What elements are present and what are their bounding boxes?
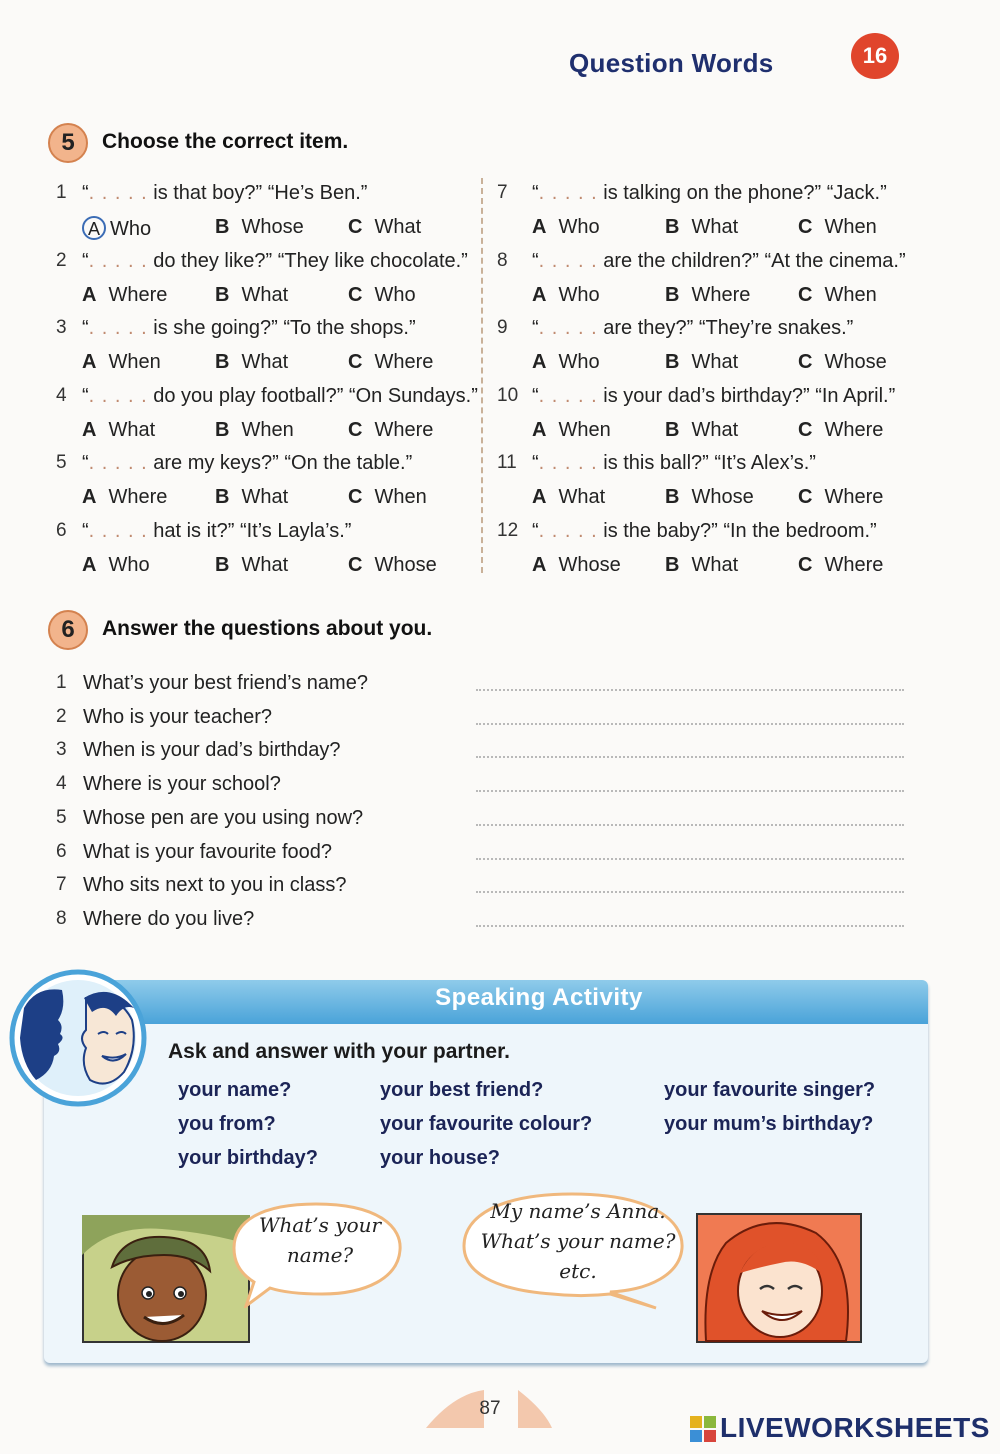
bubble-left-line: What’s your — [258, 1213, 382, 1237]
option-a[interactable] — [532, 284, 600, 307]
option-letter: B — [215, 351, 230, 374]
question-text — [82, 385, 478, 408]
option-letter: B — [215, 418, 230, 441]
page-number: 87 — [479, 1398, 501, 1419]
question-text — [532, 250, 906, 273]
option-letter: C — [348, 351, 363, 374]
option-letter: C — [348, 486, 363, 509]
answer-question-text: Who sits next to you in class? — [83, 874, 347, 897]
option-b[interactable] — [215, 216, 304, 239]
open-quote: “ — [82, 317, 89, 340]
option-letter: C — [798, 486, 813, 509]
answer-blank: . . . . . — [88, 317, 148, 340]
option-word: Whose — [241, 216, 304, 238]
question-body: is that boy?” “He’s Ben.” — [147, 182, 368, 204]
option-letter: B — [665, 554, 680, 576]
answer-line[interactable] — [476, 858, 904, 860]
question-number: 2 — [56, 249, 67, 271]
option-word: Whose — [824, 351, 887, 374]
question-body: is she going?” “To the shops.” — [147, 317, 416, 340]
option-c[interactable] — [348, 351, 433, 374]
answer-blank: . . . . . — [88, 249, 148, 272]
option-a[interactable] — [82, 216, 151, 241]
option-word: Who — [108, 554, 150, 576]
page-title: Question Words — [569, 48, 774, 78]
option-c[interactable] — [798, 486, 883, 509]
question-text — [532, 182, 887, 205]
answer-question-text: When is your dad’s birthday? — [83, 739, 341, 762]
answer-question-text: Where do you live? — [83, 907, 255, 930]
question-body: is your dad’s birthday?” “In April.” — [597, 384, 896, 407]
option-word: When — [108, 351, 161, 374]
question-text — [532, 452, 816, 475]
answer-line[interactable] — [476, 689, 904, 691]
girl-illustration — [696, 1213, 864, 1343]
answer-blank: . . . . . — [538, 520, 598, 542]
answer-blank: . . . . . — [538, 317, 598, 340]
option-word: Where — [824, 486, 884, 509]
option-word: Where — [824, 418, 884, 441]
question-text — [82, 250, 468, 273]
liveworksheets-logo-icon — [690, 1416, 716, 1442]
option-b[interactable] — [215, 419, 294, 442]
speaking-activity-title: Speaking Activity — [435, 984, 643, 1011]
option-word: Who — [558, 216, 600, 238]
selected-option-circle: A — [82, 216, 106, 240]
bubble-right-text — [470, 1196, 686, 1286]
option-letter: B — [665, 216, 680, 238]
option-b[interactable] — [665, 486, 754, 509]
option-b[interactable] — [215, 284, 288, 307]
option-letter: C — [348, 216, 363, 238]
question-text — [82, 182, 367, 205]
question-number: 6 — [56, 520, 67, 541]
speaking-prompt: your favourite colour? — [380, 1113, 593, 1135]
question-number: 12 — [497, 520, 519, 541]
option-c[interactable] — [798, 419, 883, 442]
answer-blank: . . . . . — [88, 520, 148, 542]
exercise-5-title: Choose the correct item. — [102, 130, 349, 153]
question-body: do you play football?” “On Sundays.” — [147, 384, 478, 407]
question-number: 4 — [56, 384, 67, 406]
option-word: What — [558, 486, 606, 509]
option-word: What — [691, 418, 739, 441]
option-letter: B — [215, 216, 230, 238]
answer-question-number: 6 — [56, 840, 67, 862]
answer-question-text: What’s your best friend’s name? — [83, 672, 368, 694]
option-word: When — [374, 486, 427, 509]
option-word: Who — [374, 283, 416, 306]
question-text — [532, 317, 853, 340]
option-letter: A — [532, 283, 547, 306]
question-body: is this ball?” “It’s Alex’s.” — [597, 452, 816, 475]
option-a[interactable] — [82, 486, 167, 509]
option-word: Where — [691, 283, 751, 306]
option-letter: C — [798, 554, 813, 576]
option-letter: B — [215, 554, 230, 576]
answer-blank: . . . . . — [88, 384, 148, 407]
open-quote: “ — [532, 182, 539, 204]
answer-line[interactable] — [476, 756, 904, 758]
option-word: What — [241, 486, 289, 509]
question-body: are the children?” “At the cinema.” — [597, 249, 906, 272]
option-letter: A — [82, 486, 97, 509]
option-a[interactable] — [82, 554, 150, 577]
answer-line[interactable] — [476, 891, 904, 893]
option-word: What — [241, 351, 289, 374]
option-word: What — [691, 554, 739, 576]
open-quote: “ — [532, 384, 539, 407]
answer-line[interactable] — [476, 824, 904, 826]
option-word: What — [241, 283, 289, 306]
question-number: 10 — [497, 384, 519, 406]
option-letter: A — [82, 418, 97, 441]
option-a[interactable] — [532, 554, 621, 577]
speaking-prompt: your house? — [380, 1147, 501, 1169]
option-c[interactable] — [798, 284, 877, 307]
option-letter: B — [215, 486, 230, 509]
option-c[interactable] — [348, 419, 433, 442]
option-letter: C — [348, 283, 363, 306]
speaking-prompt: your name? — [178, 1079, 292, 1101]
option-a[interactable] — [532, 419, 611, 442]
option-word: Who — [558, 283, 600, 306]
option-word: Where — [108, 283, 168, 306]
speaking-prompt: you from? — [178, 1113, 276, 1135]
option-b[interactable] — [665, 284, 750, 307]
option-letter: C — [798, 283, 813, 306]
question-number: 11 — [497, 452, 517, 474]
option-word: When — [241, 418, 294, 441]
bubble-left-text — [240, 1210, 400, 1270]
answer-blank: . . . . . — [538, 249, 598, 272]
question-text — [532, 385, 895, 408]
question-number: 8 — [497, 249, 508, 271]
option-a[interactable] — [532, 351, 600, 374]
question-number: 3 — [56, 317, 67, 339]
answer-blank: . . . . . — [88, 182, 148, 204]
bubble-left-line: name? — [286, 1243, 354, 1267]
option-word: Whose — [374, 554, 437, 576]
speaking-prompt: your favourite singer? — [664, 1079, 876, 1101]
option-letter: B — [665, 486, 680, 509]
brand-watermark: LIVEWORKSHEETS — [720, 1412, 990, 1443]
option-a[interactable] — [532, 216, 600, 239]
option-c[interactable] — [798, 351, 887, 374]
option-word: What — [108, 418, 156, 441]
option-b[interactable] — [215, 351, 288, 374]
question-text — [82, 317, 416, 340]
option-word: Where — [374, 351, 434, 374]
answer-question-number: 5 — [56, 806, 67, 828]
option-word: When — [824, 216, 877, 238]
option-word: Whose — [691, 486, 754, 509]
open-quote: “ — [82, 249, 89, 272]
question-text — [82, 520, 351, 543]
option-a[interactable] — [82, 284, 167, 307]
option-letter: C — [348, 554, 363, 576]
option-b[interactable] — [215, 486, 288, 509]
unit-badge: 16 — [851, 33, 899, 79]
option-letter: A — [532, 486, 547, 509]
answer-question-number: 8 — [56, 907, 67, 929]
option-letter: A — [532, 351, 547, 374]
speaking-instruction: Ask and answer with your partner. — [168, 1040, 510, 1063]
answer-line[interactable] — [476, 790, 904, 792]
option-letter: C — [798, 418, 813, 441]
open-quote: “ — [532, 520, 539, 542]
answer-question-text: Who is your teacher? — [83, 705, 272, 728]
answer-question-text: Where is your school? — [83, 773, 281, 796]
speaking-prompt: your best friend? — [380, 1079, 544, 1101]
option-c[interactable] — [798, 216, 877, 239]
option-a[interactable] — [82, 419, 155, 442]
option-word: When — [558, 418, 611, 441]
option-letter: A — [532, 554, 547, 576]
question-number: 5 — [56, 452, 67, 474]
option-letter: A — [82, 554, 97, 576]
open-quote: “ — [532, 249, 539, 272]
option-c[interactable] — [348, 284, 416, 307]
open-quote: “ — [82, 520, 89, 542]
column-divider — [481, 178, 483, 573]
question-body: are they?” “They’re snakes.” — [597, 317, 854, 340]
open-quote: “ — [82, 182, 89, 204]
question-body: do they like?” “They like chocolate.” — [147, 249, 468, 272]
option-b[interactable] — [665, 216, 738, 239]
answer-question-text: Whose pen are you using now? — [83, 806, 364, 829]
answer-line[interactable] — [476, 925, 904, 927]
boy-illustration — [82, 1215, 252, 1343]
option-b[interactable] — [665, 554, 738, 577]
question-body: is talking on the phone?” “Jack.” — [597, 182, 887, 204]
option-letter: C — [798, 216, 813, 238]
answer-line[interactable] — [476, 723, 904, 725]
bubble-right-line: What’s your name? — [480, 1229, 676, 1253]
question-text — [82, 452, 412, 475]
option-letter: B — [215, 283, 230, 306]
option-b[interactable] — [665, 351, 738, 374]
open-quote: “ — [82, 384, 89, 407]
speaking-prompt: your mum’s birthday? — [664, 1113, 874, 1135]
open-quote: “ — [532, 317, 539, 340]
answer-question-number: 7 — [56, 874, 67, 896]
question-body: are my keys?” “On the table.” — [147, 452, 413, 475]
option-word: What — [691, 351, 739, 374]
talking-faces-icon — [6, 968, 152, 1108]
option-letter: A — [82, 351, 97, 374]
exercise-6-title: Answer the questions about you. — [102, 617, 433, 640]
option-b[interactable] — [215, 554, 288, 577]
option-letter: B — [665, 351, 680, 374]
question-body: hat is it?” “It’s Layla’s.” — [147, 520, 352, 542]
answer-blank: . . . . . — [538, 452, 598, 475]
option-word: What — [374, 216, 422, 238]
question-number: 9 — [497, 317, 508, 339]
answer-question-text: What is your favourite food? — [83, 840, 333, 863]
option-word: What — [691, 216, 739, 238]
option-word: Where — [824, 554, 884, 576]
answer-question-number: 2 — [56, 705, 67, 727]
question-number: 1 — [56, 182, 67, 203]
option-b[interactable] — [665, 419, 738, 442]
option-letter: B — [665, 418, 680, 441]
option-c[interactable] — [348, 216, 421, 239]
option-word: Who — [110, 218, 152, 240]
option-letter: A — [532, 418, 547, 441]
option-letter: C — [348, 418, 363, 441]
bubble-right-line: My name’s Anna. — [490, 1199, 666, 1223]
question-body: is the baby?” “In the bedroom.” — [597, 520, 877, 542]
exercise-6-number: 6 — [48, 610, 88, 650]
option-word: Whose — [558, 554, 621, 576]
question-number: 7 — [497, 182, 508, 203]
option-c[interactable] — [348, 486, 427, 509]
option-letter: C — [798, 351, 813, 374]
option-word: What — [241, 554, 289, 576]
option-word: Where — [374, 418, 434, 441]
answer-blank: . . . . . — [538, 182, 598, 204]
answer-question-number: 4 — [56, 773, 67, 795]
option-word: Where — [108, 486, 168, 509]
answer-blank: . . . . . — [538, 384, 598, 407]
open-quote: “ — [82, 452, 89, 475]
answer-question-number: 3 — [56, 739, 67, 761]
question-text — [532, 520, 877, 543]
option-c[interactable] — [798, 554, 883, 577]
exercise-5-number: 5 — [48, 123, 88, 163]
speaking-prompt: your birthday? — [178, 1147, 319, 1169]
option-letter: B — [665, 283, 680, 306]
bubble-right-line: etc. — [559, 1259, 597, 1283]
open-quote: “ — [532, 452, 539, 475]
option-word: When — [824, 283, 877, 306]
option-letter: A — [532, 216, 547, 238]
option-word: Who — [558, 351, 600, 374]
option-a[interactable] — [532, 486, 605, 509]
option-letter: A — [82, 283, 97, 306]
answer-blank: . . . . . — [88, 452, 148, 475]
answer-question-number: 1 — [56, 672, 67, 693]
option-c[interactable] — [348, 554, 437, 577]
option-a[interactable] — [82, 351, 161, 374]
